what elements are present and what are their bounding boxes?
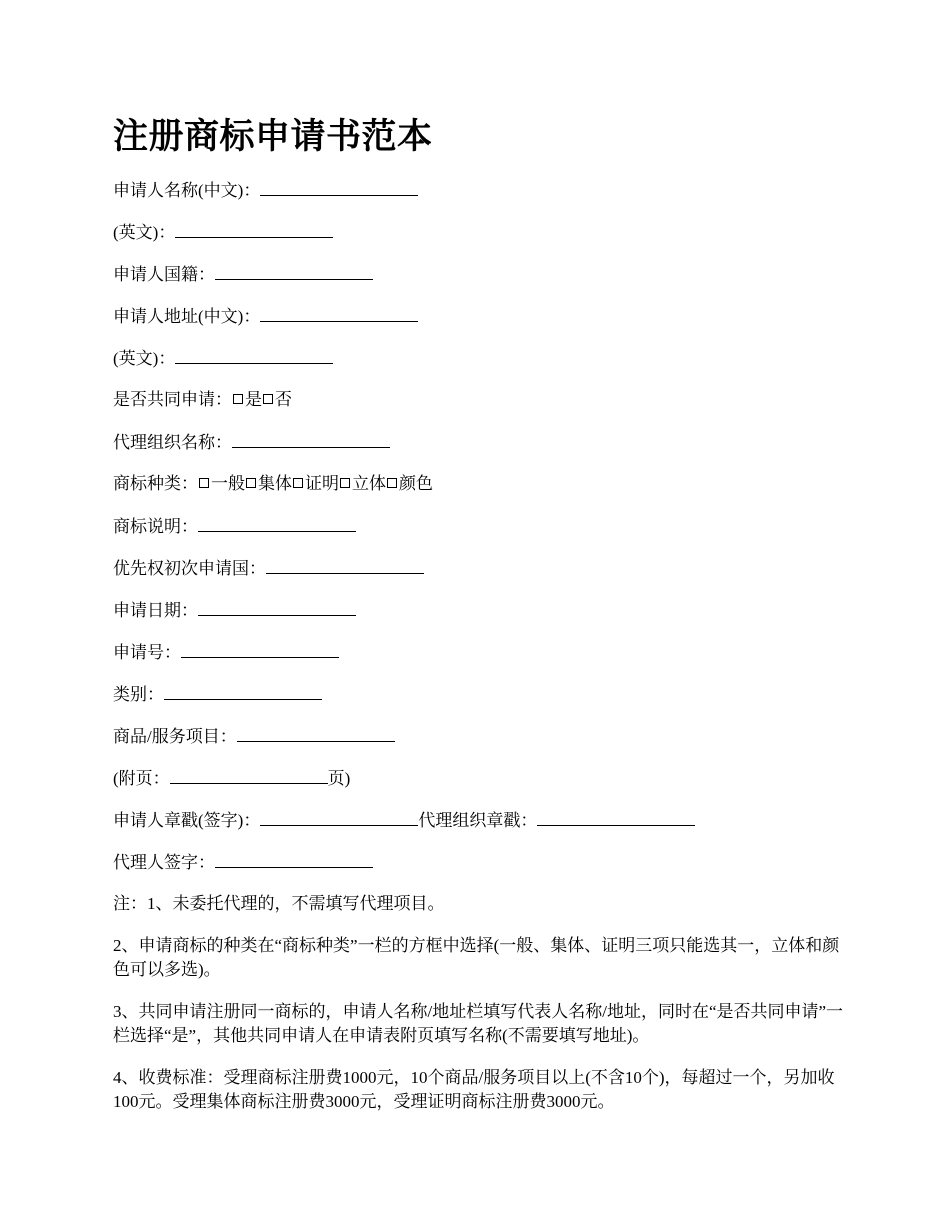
- nationality-blank[interactable]: [215, 262, 373, 280]
- agency-seal-label: 代理组织章戳：: [418, 811, 538, 830]
- seal-row: [113, 808, 848, 832]
- goods-services-blank[interactable]: [237, 724, 395, 742]
- attachment-prefix: (附页：: [113, 769, 170, 788]
- agency-seal-blank[interactable]: [537, 808, 695, 826]
- mark-type-collective-checkbox[interactable]: [246, 478, 256, 488]
- note-1: 注：1、未委托代理的，不需填写代理项目。: [113, 894, 445, 913]
- mark-type-3d-label: 立体: [352, 474, 386, 493]
- mark-type-color-checkbox[interactable]: [387, 478, 397, 488]
- goods-services-label: 商品/服务项目：: [113, 727, 237, 746]
- note-2: 2、申请商标的种类在“商标种类”一栏的方框中选择(一般、集体、证明三项只能选其一，立体和颜色可以多选)。: [113, 936, 840, 979]
- address-cn-row: [113, 304, 848, 328]
- mark-type-certification-checkbox[interactable]: [293, 478, 303, 488]
- mark-type-color-label: 颜色: [399, 474, 433, 493]
- mark-type-label: 商标种类：: [113, 474, 198, 493]
- address-cn-label: 申请人地址(中文)：: [113, 307, 261, 326]
- agency-name-label: 代理组织名称：: [113, 433, 232, 452]
- applicant-name-cn-blank[interactable]: [260, 178, 418, 196]
- applicant-name-en-blank[interactable]: [175, 220, 333, 238]
- address-en-label: (英文)：: [113, 349, 176, 368]
- address-en-blank[interactable]: [175, 346, 333, 364]
- application-date-row: [113, 598, 848, 622]
- goods-services-row: [113, 724, 848, 748]
- note-3: 3、共同申请注册同一商标的，申请人名称/地址栏填写代表人名称/地址，同时在“是否共同申请”一栏选择“是”，其他共同申请人在申请表附页填写名称(不需要填写地址)。: [113, 1002, 844, 1045]
- page-title: 注册商标申请书范本: [113, 117, 433, 156]
- mark-description-row: [113, 514, 848, 538]
- joint-application-row: [113, 388, 848, 412]
- application-date-label: 申请日期：: [113, 601, 198, 620]
- note-4: 4、收费标准：受理商标注册费1000元，10个商品/服务项目以上(不含10个)，每超过一个，另加收100元。受理集体商标注册费3000元，受理证明商标注册费3000元。: [113, 1068, 835, 1111]
- priority-country-blank[interactable]: [266, 556, 424, 574]
- applicant-name-cn-label: 申请人名称(中文)：: [113, 181, 261, 200]
- category-blank[interactable]: [164, 682, 322, 700]
- joint-yes-label: 是: [245, 390, 262, 409]
- address-cn-blank[interactable]: [260, 304, 418, 322]
- attachment-suffix: 页): [327, 769, 351, 788]
- application-number-row: [113, 640, 848, 664]
- nationality-label: 申请人国籍：: [113, 265, 215, 284]
- application-number-label: 申请号：: [113, 643, 181, 662]
- mark-description-label: 商标说明：: [113, 517, 198, 536]
- applicant-seal-label: 申请人章戳(签字)：: [113, 811, 261, 830]
- application-date-blank[interactable]: [198, 598, 356, 616]
- attachment-pages-blank[interactable]: [170, 766, 328, 784]
- document-page: [113, 112, 848, 1132]
- priority-country-label: 优先权初次申请国：: [113, 559, 266, 578]
- agency-name-row: [113, 430, 848, 454]
- category-label: 类别：: [113, 685, 164, 704]
- mark-type-general-label: 一般: [211, 474, 245, 493]
- agency-name-blank[interactable]: [232, 430, 390, 448]
- joint-yes-checkbox[interactable]: [233, 394, 243, 404]
- applicant-name-cn-row: [113, 178, 848, 202]
- attachment-row: [113, 766, 848, 790]
- mark-type-collective-label: 集体: [258, 474, 292, 493]
- joint-no-checkbox[interactable]: [263, 394, 273, 404]
- applicant-name-en-row: [113, 220, 848, 244]
- nationality-row: [113, 262, 848, 286]
- mark-description-blank[interactable]: [198, 514, 356, 532]
- agent-signature-row: [113, 850, 848, 874]
- applicant-seal-blank[interactable]: [260, 808, 418, 826]
- joint-no-label: 否: [275, 390, 292, 409]
- address-en-row: [113, 346, 848, 370]
- agent-signature-blank[interactable]: [215, 850, 373, 868]
- joint-application-label: 是否共同申请：: [113, 390, 232, 409]
- mark-type-general-checkbox[interactable]: [199, 478, 209, 488]
- application-number-blank[interactable]: [181, 640, 339, 658]
- mark-type-3d-checkbox[interactable]: [340, 478, 350, 488]
- applicant-name-en-label: (英文)：: [113, 223, 176, 242]
- category-row: [113, 682, 848, 706]
- agent-signature-label: 代理人签字：: [113, 853, 215, 872]
- mark-type-certification-label: 证明: [305, 474, 339, 493]
- priority-country-row: [113, 556, 848, 580]
- mark-type-row: [113, 472, 848, 496]
